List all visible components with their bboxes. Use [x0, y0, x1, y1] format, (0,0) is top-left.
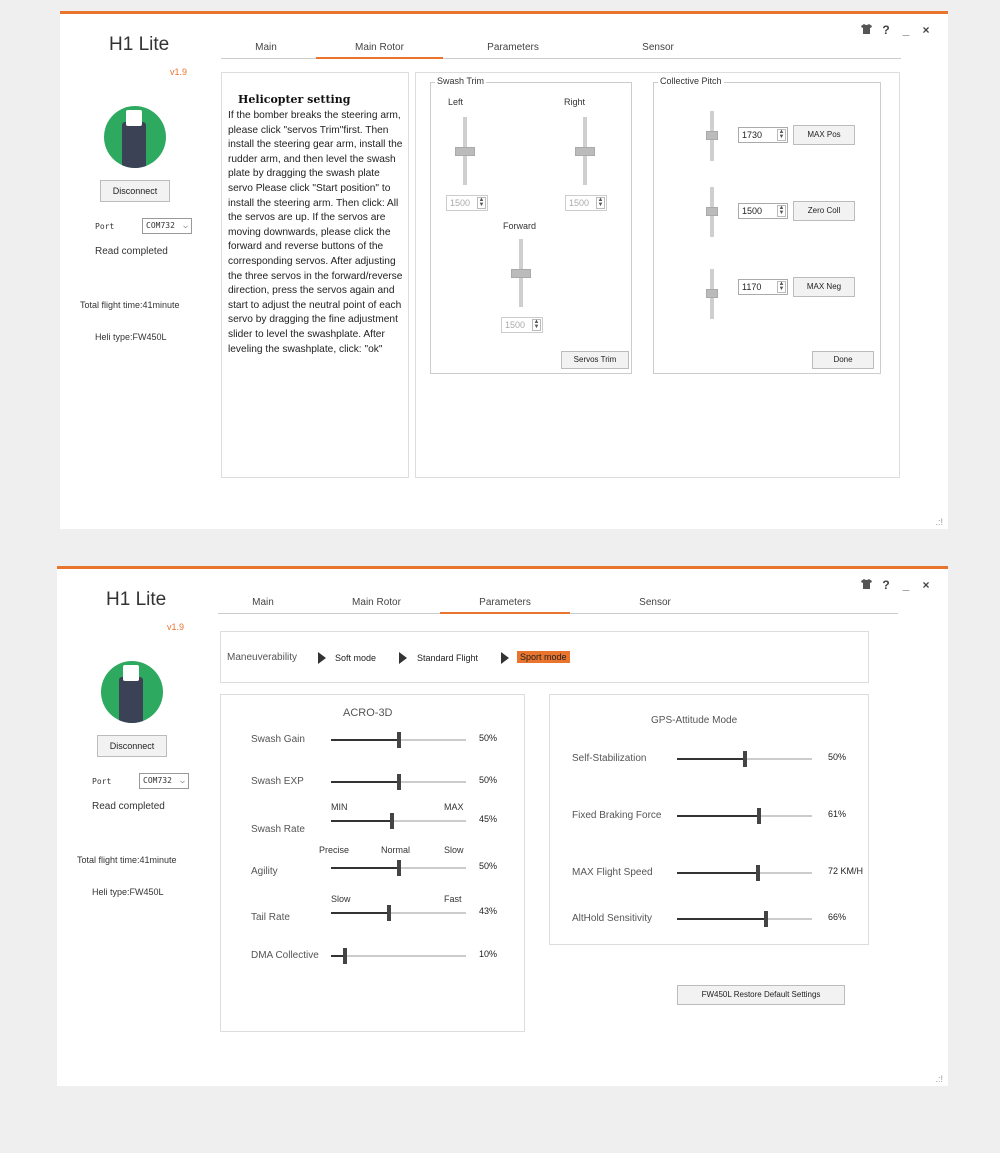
max-neg-value: 1170: [742, 282, 762, 292]
collective-pitch-title: Collective Pitch: [660, 76, 722, 86]
tail-rate-max-label: Fast: [444, 894, 462, 904]
tail-rate-slider-fill: [331, 912, 389, 914]
max-neg-button[interactable]: MAX Neg: [793, 277, 855, 297]
tab-parameters[interactable]: Parameters: [440, 594, 570, 614]
window-controls: [860, 578, 932, 592]
swash-exp-slider[interactable]: [331, 781, 466, 783]
fixed-braking-force-slider-thumb[interactable]: [757, 808, 761, 824]
resize-grip-icon[interactable]: .:!: [935, 1074, 943, 1084]
swash-rate-slider[interactable]: [331, 820, 466, 822]
fixed-braking-force-value: 61%: [828, 809, 847, 819]
close-icon[interactable]: ×: [922, 578, 930, 592]
breadcrumb-maneuverability: Maneuverability: [227, 652, 298, 663]
help-title: Helicopter setting: [238, 93, 351, 106]
swash-rate-value: 45%: [479, 814, 498, 824]
help-panel: [221, 72, 409, 478]
agility-tick-precise: Precise: [319, 845, 350, 855]
chevron-right-icon: [501, 652, 509, 664]
usb-device-logo: [101, 661, 163, 723]
swash-exp-slider-thumb[interactable]: [397, 774, 401, 790]
port-label: Port: [95, 222, 115, 231]
max-pos-value: 1730: [742, 130, 763, 140]
agility-tick-normal: Normal: [381, 845, 411, 855]
window-controls: [860, 23, 932, 37]
app-title: H1 Lite: [106, 589, 167, 610]
tab-main-rotor[interactable]: Main Rotor: [316, 39, 443, 59]
max-flight-speed-slider[interactable]: [677, 872, 812, 874]
tab-main[interactable]: Main: [252, 597, 274, 608]
max-flight-speed-slider-fill: [677, 872, 758, 874]
swash-rate-min-label: MIN: [331, 802, 348, 812]
close-icon[interactable]: ×: [922, 23, 930, 37]
disconnect-button[interactable]: Disconnect: [100, 180, 170, 202]
help-icon[interactable]: ?: [882, 578, 890, 592]
self-stabilization-label: Self-Stabilization: [572, 753, 647, 764]
settings-panel: [415, 72, 900, 478]
agility-value: 50%: [479, 861, 498, 871]
tab-parameters[interactable]: Parameters: [487, 42, 539, 53]
fixed-braking-force-slider[interactable]: [677, 815, 812, 817]
dma-collective-slider[interactable]: [331, 955, 466, 957]
chevron-right-icon: [318, 652, 326, 664]
max-flight-speed-label: MAX Flight Speed: [572, 867, 653, 878]
sport-mode-highlight: Sport mode: [517, 651, 570, 663]
flight-time: Total flight time:41minute: [80, 300, 180, 310]
max-pos-input[interactable]: [738, 127, 788, 143]
max-flight-speed-slider-thumb[interactable]: [756, 865, 760, 881]
max-neg-slider-thumb[interactable]: [706, 289, 718, 298]
agility-slider-fill: [331, 867, 399, 869]
chevron-right-icon: [399, 652, 407, 664]
chevron-down-icon: ⌵: [180, 776, 185, 785]
agility-label: Agility: [251, 866, 278, 877]
spin-arrows-icon[interactable]: ▲ ▼: [778, 129, 785, 140]
fixed-braking-force-slider-fill: [677, 815, 759, 817]
parameters-window: [57, 566, 948, 1086]
port-select-value: COM732: [146, 221, 175, 230]
swash-rate-slider-thumb[interactable]: [390, 813, 394, 829]
port-select[interactable]: [142, 218, 192, 234]
swash-rate-max-label: MAX: [444, 802, 464, 812]
spin-arrows-icon[interactable]: ▲ ▼: [597, 197, 604, 208]
max-neg-input[interactable]: [738, 279, 788, 295]
tab-sensor[interactable]: Sensor: [642, 42, 674, 53]
left-servo-slider-thumb[interactable]: [455, 147, 475, 156]
agility-slider[interactable]: [331, 867, 466, 869]
breadcrumb-sport-mode[interactable]: [517, 652, 570, 662]
fixed-braking-force-label: Fixed Braking Force: [572, 810, 662, 821]
left-label: Left: [448, 97, 464, 107]
done-button[interactable]: Done: [812, 351, 874, 369]
agility-slider-thumb[interactable]: [397, 860, 401, 876]
flight-time: Total flight time:41minute: [77, 855, 177, 865]
heli-type: Heli type:FW450L: [95, 332, 167, 342]
app-version: v1.9: [170, 67, 188, 77]
althold-sensitivity-value: 66%: [828, 912, 847, 922]
max-flight-speed-value: 72 KM/H: [828, 866, 864, 876]
swash-trim-group: [430, 76, 632, 374]
swash-exp-value: 50%: [479, 775, 498, 785]
max-pos-slider-thumb[interactable]: [706, 131, 718, 140]
usb-device-logo: [104, 106, 166, 168]
gps-attitude-panel: [549, 694, 869, 945]
zero-coll-slider-thumb[interactable]: [706, 207, 718, 216]
right-servo-value: 1500: [569, 198, 590, 208]
swash-rate-label: Swash Rate: [251, 824, 305, 835]
help-text: If the bomber breaks the steering arm, please click "servos Trim"first. Then install the steering gear arm, install the rudder arm, and then level the swash plate by dragging the swash plate servo Please click "Start position" to install the steering arm. Then click: All the servos are up. If the servos are moving downwards, please click the forward and reverse buttons of the corresponding servos. After adjusting the three servos in the forward/reverse direction, press the servos again and start to adjust the neutral point of each servo by dragging the fine adjustment slider to level the swashplate. After leveling the swashplate, click: "ok": [228, 110, 403, 355]
tab-bar: [218, 594, 898, 614]
swash-gain-slider-fill: [331, 739, 399, 741]
zero-coll-input[interactable]: [738, 203, 788, 219]
tab-main[interactable]: Main: [255, 42, 277, 53]
self-stabilization-value: 50%: [828, 752, 847, 762]
left-servo-input[interactable]: [446, 195, 488, 211]
breadcrumb-standard-flight[interactable]: Standard Flight: [417, 653, 479, 663]
swash-gain-slider[interactable]: [331, 739, 466, 741]
zero-coll-value: 1500: [742, 206, 763, 216]
right-servo-slider-thumb[interactable]: [575, 147, 595, 156]
self-stabilization-slider[interactable]: [677, 758, 812, 760]
port-label: Port: [92, 777, 112, 786]
forward-servo-input[interactable]: [501, 317, 543, 333]
breadcrumb-soft-mode[interactable]: Soft mode: [335, 653, 377, 663]
forward-servo-value: 1500: [505, 320, 526, 330]
swash-gain-slider-thumb[interactable]: [397, 732, 401, 748]
spin-arrows-icon[interactable]: ▲ ▼: [478, 197, 485, 208]
swash-gain-value: 50%: [479, 733, 498, 743]
swash-exp-label: Swash EXP: [251, 776, 304, 787]
tab-main-rotor[interactable]: Main Rotor: [352, 597, 401, 608]
althold-sensitivity-slider-fill: [677, 918, 766, 920]
shirt-icon[interactable]: [860, 23, 872, 37]
dma-collective-slider-thumb[interactable]: [343, 948, 347, 964]
left-servo-value: 1500: [450, 198, 471, 208]
self-stabilization-slider-thumb[interactable]: [743, 751, 747, 767]
minimize-icon[interactable]: _: [902, 578, 910, 592]
connection-status: Read completed: [95, 246, 168, 257]
shirt-icon[interactable]: [860, 578, 872, 592]
spin-arrows-icon[interactable]: ▲ ▼: [778, 205, 785, 216]
spin-arrows-icon[interactable]: ▲ ▼: [778, 281, 785, 292]
dma-collective-label: DMA Collective: [251, 950, 319, 961]
breadcrumb: [220, 631, 869, 683]
forward-servo-slider-thumb[interactable]: [511, 269, 531, 278]
swash-trim-title: Swash Trim: [437, 76, 485, 86]
althold-sensitivity-slider[interactable]: [677, 918, 812, 920]
collective-pitch-group: [653, 76, 881, 374]
self-stabilization-slider-fill: [677, 758, 745, 760]
tail-rate-value: 43%: [479, 906, 498, 916]
servos-trim-button[interactable]: Servos Trim: [561, 351, 629, 369]
connection-status: Read completed: [92, 801, 165, 812]
dma-collective-value: 10%: [479, 949, 498, 959]
restore-defaults-button[interactable]: FW450L Restore Default Settings: [677, 985, 845, 1005]
forward-label: Forward: [503, 221, 537, 231]
port-select-value: COM732: [143, 776, 172, 785]
app-title: H1 Lite: [109, 34, 170, 55]
tail-rate-slider-thumb[interactable]: [387, 905, 391, 921]
tab-bar: [221, 39, 901, 59]
althold-sensitivity-slider-thumb[interactable]: [764, 911, 768, 927]
chevron-down-icon: ⌵: [183, 221, 188, 230]
zero-coll-button[interactable]: Zero Coll: [793, 201, 855, 221]
resize-grip-icon[interactable]: .:!: [935, 517, 943, 527]
swash-rate-slider-fill: [331, 820, 392, 822]
swash-gain-label: Swash Gain: [251, 734, 305, 745]
acro-title: ACRO-3D: [343, 707, 393, 719]
swash-exp-slider-fill: [331, 781, 399, 783]
max-pos-button[interactable]: MAX Pos: [793, 125, 855, 145]
althold-sensitivity-label: AltHold Sensitivity: [572, 913, 653, 924]
main-rotor-window: [60, 11, 948, 529]
right-servo-input[interactable]: [565, 195, 607, 211]
heli-type: Heli type:FW450L: [92, 887, 164, 897]
tab-sensor[interactable]: Sensor: [639, 597, 671, 608]
help-icon[interactable]: ?: [882, 23, 890, 37]
port-select[interactable]: [139, 773, 189, 789]
tail-rate-min-label: Slow: [331, 894, 351, 904]
agility-tick-slow: Slow: [444, 845, 464, 855]
disconnect-button[interactable]: Disconnect: [97, 735, 167, 757]
acro-3d-panel: [220, 694, 525, 1032]
gps-title: GPS-Attitude Mode: [651, 715, 738, 726]
minimize-icon[interactable]: _: [902, 23, 910, 37]
app-version: v1.9: [167, 622, 185, 632]
tail-rate-slider[interactable]: [331, 912, 466, 914]
spin-arrows-icon[interactable]: ▲ ▼: [533, 319, 540, 330]
right-label: Right: [564, 97, 586, 107]
tail-rate-label: Tail Rate: [251, 912, 290, 923]
